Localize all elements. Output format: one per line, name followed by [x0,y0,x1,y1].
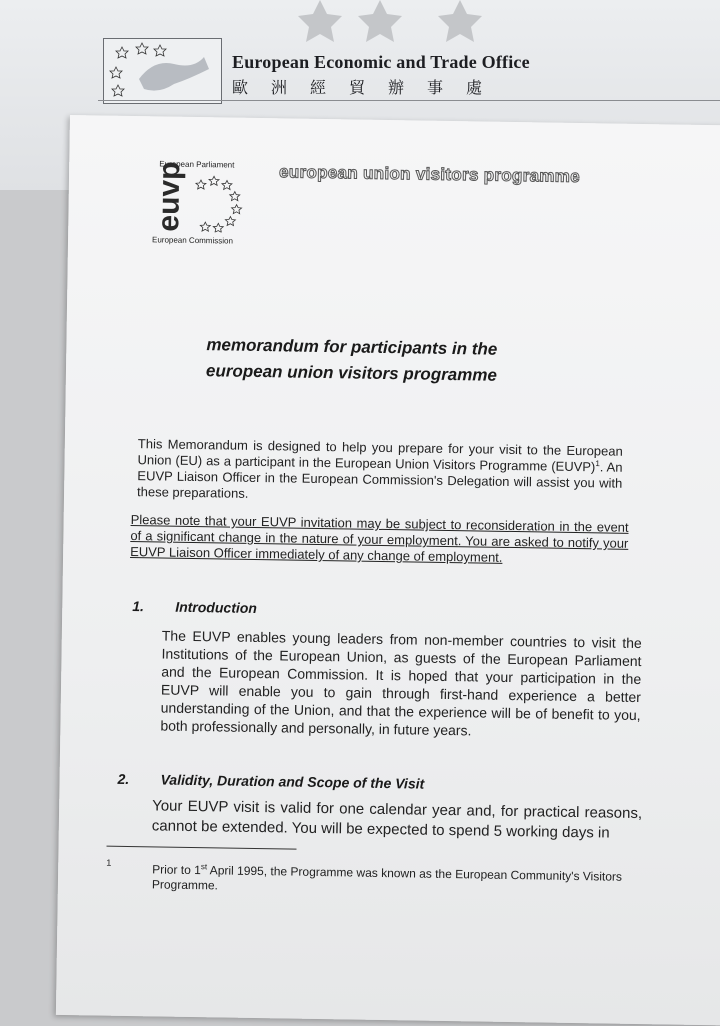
eu-map-logo [103,38,222,104]
memorandum-title [206,332,607,390]
programme-title: european union visitors programme [278,162,581,187]
footnote-text-2: April 1995, the Programme was known as the European Community's Visitors Programme. [151,863,623,893]
intro-text-2: . An EUVP Liaison Officer in the European Commission's Delegation will assist you with these preparations. [136,459,623,501]
logo-european-parliament: European Parliament [159,159,235,170]
memorandum-title-line1: memorandum for participants in the [206,335,498,359]
footnote-number: 1 [106,857,112,868]
section-1-number: 1. [132,598,145,615]
intro-paragraph [137,436,623,508]
memorandum-title-line2: european union visitors programme [205,361,498,385]
section-1-title: Introduction [175,598,258,616]
letterhead-chinese-title: 歐洲經貿辦事處 [232,78,506,97]
letterhead-rule [98,100,720,101]
footnote-ref: 1 [595,458,600,469]
footnote-ordinal: st [200,862,208,872]
footnote-rule [107,846,297,850]
intro-text-1: This Memorandum is designed to help you prepare for your visit to the European Union (EU) as a participant in the European Union Visitors Programme (EUVP) [137,436,623,475]
section-2-number: 2. [117,770,130,788]
section-2-title: Validity, Duration and Scope of the Visit [160,771,425,792]
logo-euvp-word: euvp [152,161,187,232]
letterhead-header [232,52,530,98]
footnote-text-1: Prior to 1 [152,862,201,878]
letterhead-title: European Economic and Trade Office [232,52,530,72]
euvp-logo [152,159,253,249]
section-1-body: The EUVP enables young leaders from non-member countries to visit the Institutions of the European Union, as guests of the European Parliament and the European Commission. It is hoped that your participation in the EUVP will enable you to gain through first-hand experience a better understanding of the Union, and that the experience will be of benefit to you, both professionally and personally, in future years. [160,627,642,739]
employment-note: Please note that your EUVP invitation may be subject to reconsideration in the event of a significant change in the nature of your employment. You are asked to notify your EUVP Liaison Officer immediately of any change of employment. [130,512,629,565]
memorandum-page [56,115,720,1026]
section-2-body: Your EUVP visit is valid for one calendar year and, for practical reasons, cannot be extended. You will be expected to spend 5 working days in [151,797,643,842]
logo-european-commission: European Commission [151,235,234,246]
logo-star-circle [184,174,243,233]
footnote-text [152,862,652,900]
